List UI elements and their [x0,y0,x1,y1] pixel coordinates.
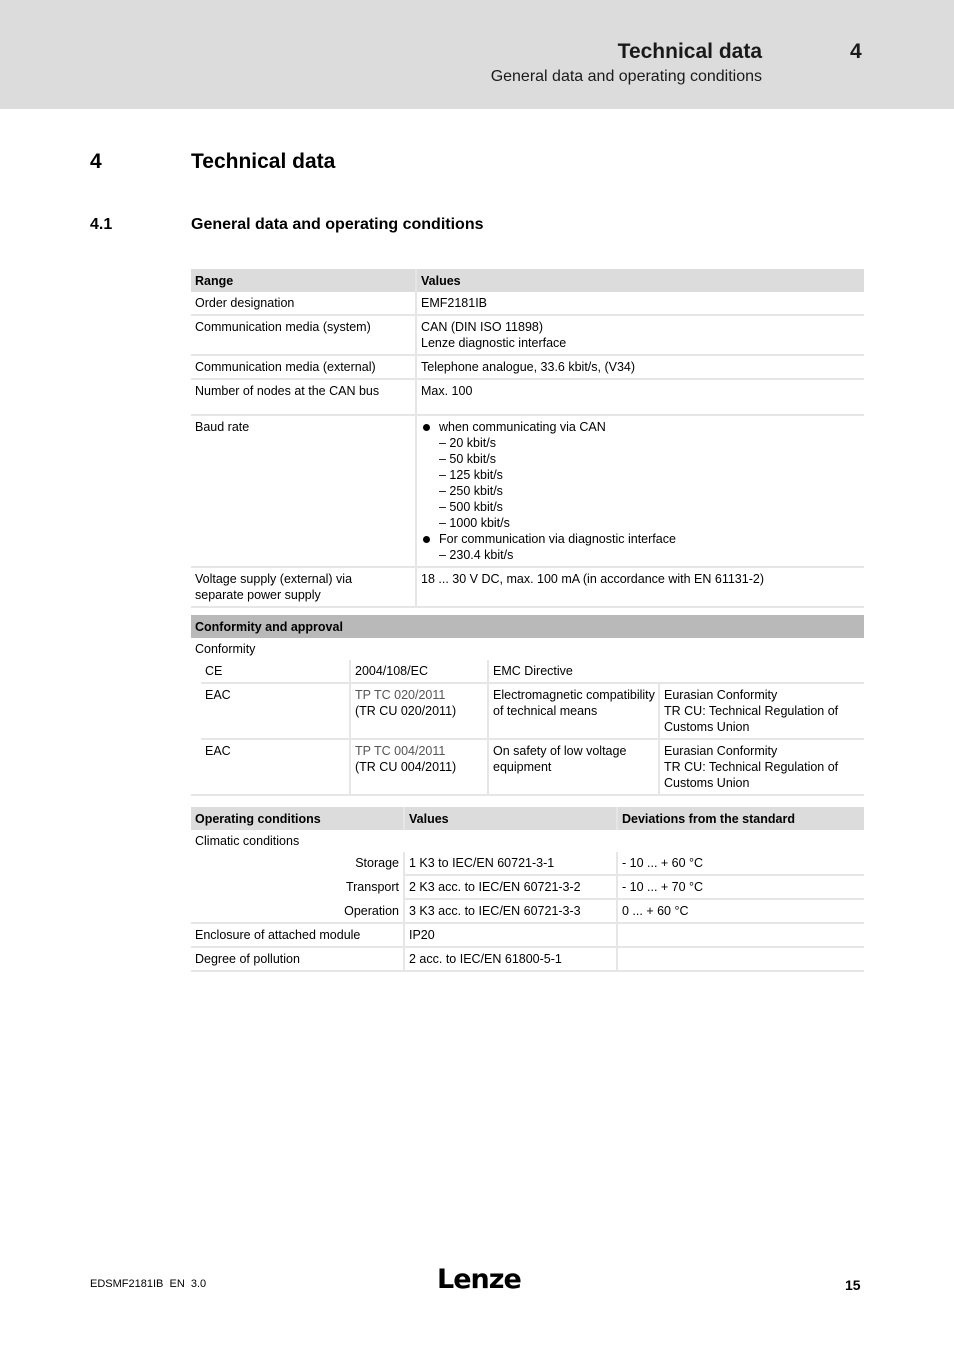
table-header-row [191,615,864,638]
group-label: Conformity [195,642,256,656]
row-label: Enclosure of attached module [191,924,403,948]
rate-item: – 230.4 kbit/s [439,548,514,562]
label-line: Voltage supply (external) via [195,572,353,586]
table-row [191,740,864,796]
spacer-cell [191,740,201,796]
row-label [191,568,415,608]
table-row [191,852,864,876]
scope-line: TR CU: Technical Regulation of Customs Union [664,704,839,734]
rate-item: – 20 kbit/s [439,436,496,450]
value-line: CAN (DIN ISO 11898) [421,320,544,334]
standard-cell: 2004/108/EC [349,660,487,684]
row-value: Telephone analogue, 33.6 kbit/s, (V34) [415,356,864,380]
table-row [191,948,864,972]
list-item [421,419,861,531]
row-label: Communication media (system) [191,316,415,356]
table-row [191,316,864,356]
table-row [191,684,864,740]
rate-item: – 500 kbit/s [439,500,503,514]
row-value: IP20 [403,924,616,948]
chapter-title: Technical data [191,150,336,173]
header-cell: Deviations from the standard [616,807,864,830]
row-value: EMF2181IB [415,292,864,316]
row-value: 1 K3 to IEC/EN 60721-3-1 [403,852,616,876]
mark-cell: CE [201,660,349,684]
row-label: Storage [355,856,399,870]
row-value: 2 acc. to IEC/EN 61800-5-1 [403,948,616,972]
header-title: Technical data [617,40,762,63]
table-row [191,292,864,316]
row-value [415,416,864,568]
table-row [191,924,864,948]
header-cell: Operating conditions [191,807,403,830]
description-cell: Electromagnetic compatibility of technical means [487,684,658,740]
spacer-cell [191,684,201,740]
label-line: separate power supply [195,588,321,602]
standard-cell [349,684,487,740]
spacer-cell [191,660,201,684]
scope-line: Eurasian Conformity [664,688,778,702]
standard-line: (TR CU 004/2011) [355,760,457,774]
header-cell: Values [403,807,616,830]
table-row [191,568,864,608]
header-cell: Conformity and approval [191,615,864,638]
row-value: 18 ... 30 V DC, max. 100 mA (in accordance with EN 61131-2) [415,568,864,608]
scope-line: TR CU: Technical Regulation of Customs Union [664,760,839,790]
lenze-logo: Lenze [437,1264,521,1295]
row-value: 2 K3 acc. to IEC/EN 60721-3-2 [403,876,616,900]
value-line: Lenze diagnostic interface [421,336,567,350]
conformity-table [191,615,864,796]
scope-cell [658,740,864,796]
rate-item: – 50 kbit/s [439,452,496,466]
row-label: Operation [191,900,403,924]
rate-item: – 1000 kbit/s [439,516,510,530]
row-label: Transport [345,880,399,894]
chapter-number: 4 [90,150,102,173]
standard-line: TP TC 020/2011 [355,688,446,702]
row-value [415,316,864,356]
row-deviation [616,924,864,948]
bullet-label: For communication via diagnostic interface [439,532,676,546]
row-deviation: - 10 ... + 60 °C [616,852,864,876]
table-row [191,638,864,660]
row-label: Number of nodes at the CAN bus [191,380,415,416]
row-value: 3 K3 acc. to IEC/EN 60721-3-3 [403,900,616,924]
table-header-row [191,269,864,292]
row-value: Max. 100 [415,380,864,416]
bullet-label: when communicating via CAN [439,420,606,434]
row-label: Order designation [191,292,415,316]
section-number: 4.1 [90,216,113,233]
table-header-row [191,807,864,830]
mark-cell: EAC [201,740,349,796]
general-data-table [191,269,864,608]
table-row [191,380,864,416]
baud-rate-list [421,419,861,563]
row-label: Communication media (external) [191,356,415,380]
rate-item: – 125 kbit/s [439,468,503,482]
header-cell: Values [415,269,864,292]
group-label: Climatic conditions [195,834,300,848]
header-chapter-number: 4 [850,40,862,63]
description-cell: EMC Directive [487,660,864,684]
row-deviation: - 10 ... + 70 °C [616,876,864,900]
table-row [191,660,864,684]
description-cell: On safety of low voltage equipment [487,740,658,796]
header-cell: Range [191,269,415,292]
scope-cell [658,684,864,740]
table-row [191,830,864,852]
standard-line: TP TC 004/2011 [355,744,446,758]
operating-conditions-table [191,807,864,972]
rate-item: – 250 kbit/s [439,484,503,498]
row-label: Baud rate [191,416,415,568]
mark-cell: EAC [201,684,349,740]
table-row [191,900,864,924]
section-title: General data and operating conditions [191,216,484,233]
footer-document-id: EDSMF2181IB EN 3.0 [90,1278,207,1290]
page-number: 15 [845,1277,861,1293]
standard-line: (TR CU 020/2011) [355,704,457,718]
row-label: Degree of pollution [191,948,403,972]
table-row [191,416,864,568]
header-subtitle: General data and operating conditions [490,68,762,85]
table-row [191,876,864,900]
table-row [191,356,864,380]
row-deviation: 0 ... + 60 °C [616,900,864,924]
list-item [421,531,861,563]
page-header [0,0,954,109]
standard-cell [349,740,487,796]
scope-line: Eurasian Conformity [664,744,778,758]
row-deviation [616,948,864,972]
